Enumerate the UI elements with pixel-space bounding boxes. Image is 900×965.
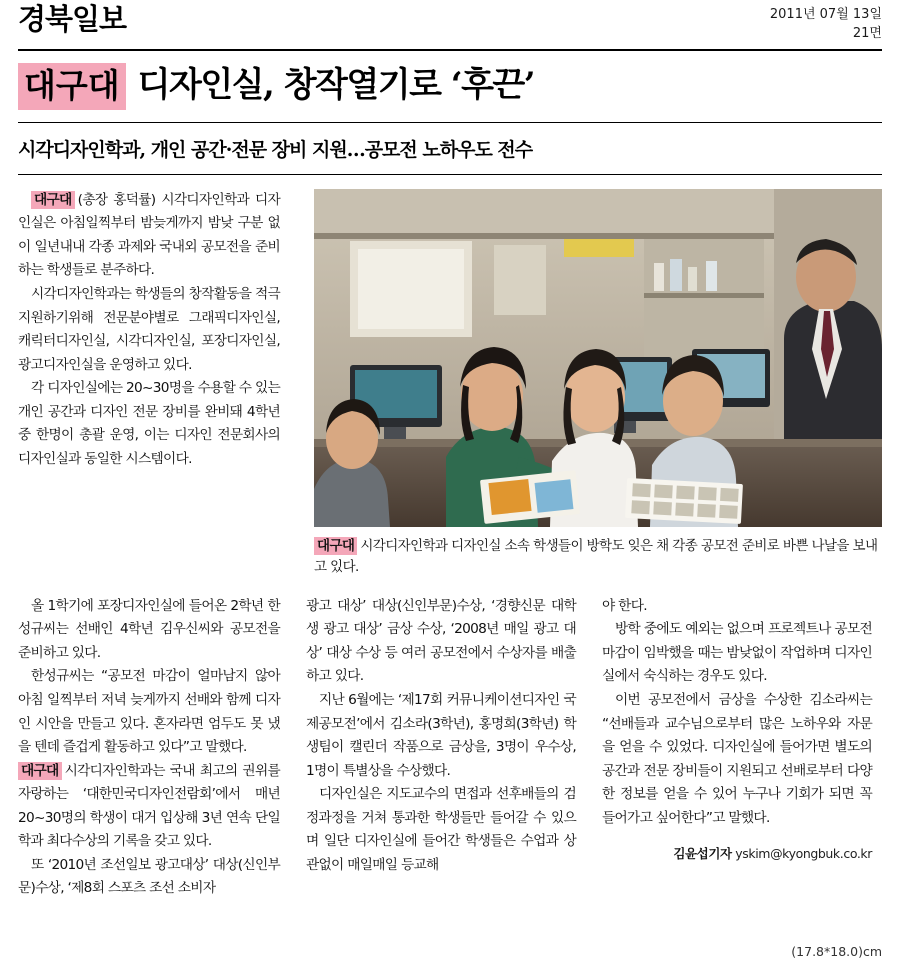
headline-tag: 대구대 [18,63,126,110]
page-title: 디자인실, 창작열기로 ‘후끈’ [137,65,535,106]
byline-reporter: 김윤섭기자 [673,846,732,862]
paragraph: 또 ‘2010년 조선일보 광고대상’ 대상(신인부문)수상, ‘제8회 스포츠 조선 소비자 [18,856,280,897]
subheadline-divider [18,174,882,175]
paragraph: 야 한다. [602,597,647,614]
photo-block [314,189,882,578]
headline-row [18,63,882,110]
paper-name: 경북일보 [18,2,127,36]
paragraph: 각 디자인실에는 20~30명을 수용할 수 있는 개인 공간과 디자인 전문 장비를 완비돼 4학년 중 한명이 총괄 운영, 이는 디자인 전문회사의 디자인실과 동일한 시스템이다. [18,380,280,467]
issue-info [770,4,882,44]
article-columns [18,595,882,901]
clipping-size: (17.8*18.0)cm [791,944,882,959]
paragraph: 지난 6월에는 ‘제17회 커뮤니케이션디자인 국제공모전’에서 김소라(3학년), 홍명희(3학년) 학생팀이 캘린더 작품으로 금상을, 3명이 우수상, 1명이 특별상을 수상했다. [306,691,576,779]
column-3 [602,595,872,901]
column-2 [306,595,576,901]
photo-illustration [314,189,882,527]
article-body [18,189,882,949]
paragraph [18,760,280,854]
paragraph-text: (총장 홍덕률) 시각디자인학과 디자인실은 아침일찍부터 밤늦게까지 밤낮 구분 없이 일년내내 각종 과제와 국내외 공모전을 준비하는 학생들로 분주하다. [18,191,280,279]
page-number: 21면 [852,25,882,41]
paragraph: 광고 대상’ 대상(신인부문)수상, ‘경향신문 대학생 광고 대상’ 금상 수상, ‘2008년 매일 광고 대상’ 대상 수상 등 여러 공모전에서 수상자를 배출하고 있다. [306,597,576,685]
caption-text: 시각디자인학과 디자인실 소속 학생들이 방학도 잊은 채 각종 공모전 준비로 바쁜 나날을 보내고 있다. [314,537,878,575]
byline-email: yskim@kyongbuk.co.kr [735,846,872,862]
column-1 [18,595,280,901]
byline [602,844,872,862]
masthead-divider [18,49,882,51]
caption-tag: 대구대 [314,537,357,555]
photo-caption [314,536,882,578]
issue-date: 2011년 07월 13일 [769,7,882,22]
paragraph [18,189,280,283]
paragraph: 방학 중에도 예외는 없으며 프로젝트나 공모전 마감이 임박했을 때는 밤낮없이 작업하며 디자인실에서 숙식하는 경우도 있다. [602,621,872,685]
inline-tag: 대구대 [18,762,62,780]
article-photo [314,189,882,527]
paragraph-text: 시각디자인학과는 국내 최고의 권위를 자랑하는 ‘대한민국디자인전람회’에서 매년 20~30명의 학생이 대거 입상해 3년 연속 단일학과 최다수상의 기록을 갖고 있다. [18,762,280,850]
masthead [18,0,882,44]
paragraph: 올 1학기에 포장디자인실에 들어온 2학년 한성규씨는 선배인 4학년 김우신씨와 공모전을 준비하고 있다. [18,597,280,661]
paragraph: 이번 공모전에서 금상을 수상한 김소라씨는 “선배들과 교수님으로부터 많은 노하우와 자문을 얻을 수 있었다. 디자인실에 들어가면 별도의 공간과 전문 장비들이 지원되고 선배로부터 다양한 정보를 얻을 수 있어 누구나 기회가 되면 꼭 들어가고 싶어한다”고 말했다. [602,691,872,826]
paragraph: 한성규씨는 “공모전 마감이 얼마남지 않아 아침 일찍부터 저녁 늦게까지 선배와 함께 디자인 시안을 만들고 있다. 혼자라면 엄두도 못 냈을 텐데 즐겁게 활동하고 있다”고 말했다. [18,668,280,756]
lede-column [18,189,280,472]
inline-tag: 대구대 [31,191,75,209]
paragraph: 시각디자인학과는 학생들의 창작활동을 적극 지원하기위해 전문분야별로 그래픽디자인실, 캐릭터디자인실, 시각디자인실, 포장디자인실, 광고디자인실을 운영하고 있다. [18,285,280,373]
headline-divider [18,122,882,123]
paragraph: 디자인실은 지도교수의 면접과 선후배들의 검정과정을 거쳐 통과한 학생들만 들어갈 수 있으며 일단 디자인실에 들어간 학생들은 수업과 상관없이 매일매일 등교해 [306,786,576,873]
subheadline: 시각디자인학과, 개인 공간·전문 장비 지원…공모전 노하우도 전수 [18,138,533,161]
